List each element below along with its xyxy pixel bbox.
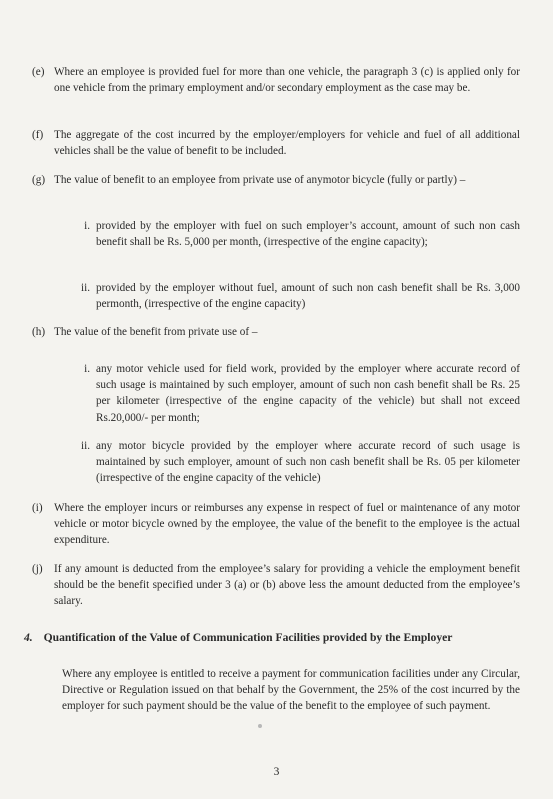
paragraph-g (32, 172, 520, 188)
paragraph-text: If any amount is deducted from the employee’s salary for providing a vehicle the employment benefit should be the benefit specified under 3 (a) or (b) above less the amount deducted from the employee’s salary. (54, 563, 520, 608)
paragraph-text: The value of benefit to an employee from private use of anymotor bicycle (fully or partly) – (54, 174, 466, 186)
paragraph-text: Where the employer incurs or reimburses any expense in respect of fuel or maintenance of any motor vehicle or motor bicycle owned by the employee, the value of the benefit to the employee is the actual expenditure. (54, 502, 520, 547)
paragraph-h (32, 324, 520, 340)
section-4-heading (24, 630, 524, 646)
paragraph-text: The value of the benefit from private use of – (54, 326, 258, 338)
section-number: 4. (24, 631, 33, 644)
subitem-number: ii. (80, 440, 90, 452)
subitem-text: any motor bicycle provided by the employer where accurate record of such usage is maintained by such employer, amount of such non cash benefit shall be Rs. 05 per kilometer (irrespective of the engine capacity of the vehicle) (96, 440, 520, 485)
subitem-text: provided by the employer with fuel on such employer’s account, amount of such non cash benefit shall be Rs. 5,000 per month, (irrespective of the engine capacity); (96, 220, 520, 249)
scan-speck (258, 724, 262, 728)
paragraph-f (32, 127, 520, 159)
paragraph-text: Where an employee is provided fuel for more than one vehicle, the paragraph 3 (c) is applied only for one vehicle from the primary employment and/or secondary employment as the case may be. (54, 66, 520, 95)
subitem-h-ii (72, 438, 520, 487)
subitem-text: provided by the employer without fuel, amount of such non cash benefit shall be Rs. 3,000 permonth, (irrespective of the engine capacity) (96, 282, 520, 311)
subitem-number: ii. (80, 282, 90, 294)
paragraph-e (32, 64, 520, 96)
subitem-h-i (72, 361, 520, 426)
page-number: 3 (273, 766, 280, 778)
subitem-number: i. (84, 363, 90, 375)
paragraph-i (32, 500, 520, 549)
subitem-text: any motor vehicle used for field work, provided by the employer where accurate record of such usage is maintained by such employer, amount of such non cash benefit shall be Rs. 25 per kilometer (irrespective of the engine capacity of the vehicle) but shall not exceed Rs.20,000/- per month; (96, 363, 520, 424)
paragraph-text: The aggregate of the cost incurred by the employer/employers for vehicle and fuel of all additional vehicles shall be the value of benefit to be included. (54, 129, 520, 158)
paragraph-j (32, 561, 520, 610)
subitem-g-ii (72, 280, 520, 312)
paragraph-label: (i) (32, 502, 43, 514)
section-4-body: Where any employee is entitled to receive a payment for communication facilities under any Circular, Directive or Regulation issued on that behalf by the Government, the 25% of the cost incurred by the employer for such payment should be the value of the benefit to the employee of such payment. (62, 668, 520, 713)
paragraph-label: (g) (32, 174, 46, 186)
subitem-g-i (72, 218, 520, 250)
paragraph-label: (f) (32, 129, 44, 141)
paragraph-label: (e) (32, 66, 45, 78)
paragraph-label: (h) (32, 326, 46, 338)
subitem-number: i. (84, 220, 90, 232)
paragraph-label: (j) (32, 563, 43, 575)
section-title: Quantification of the Value of Communication Facilities provided by the Employer (43, 631, 453, 644)
